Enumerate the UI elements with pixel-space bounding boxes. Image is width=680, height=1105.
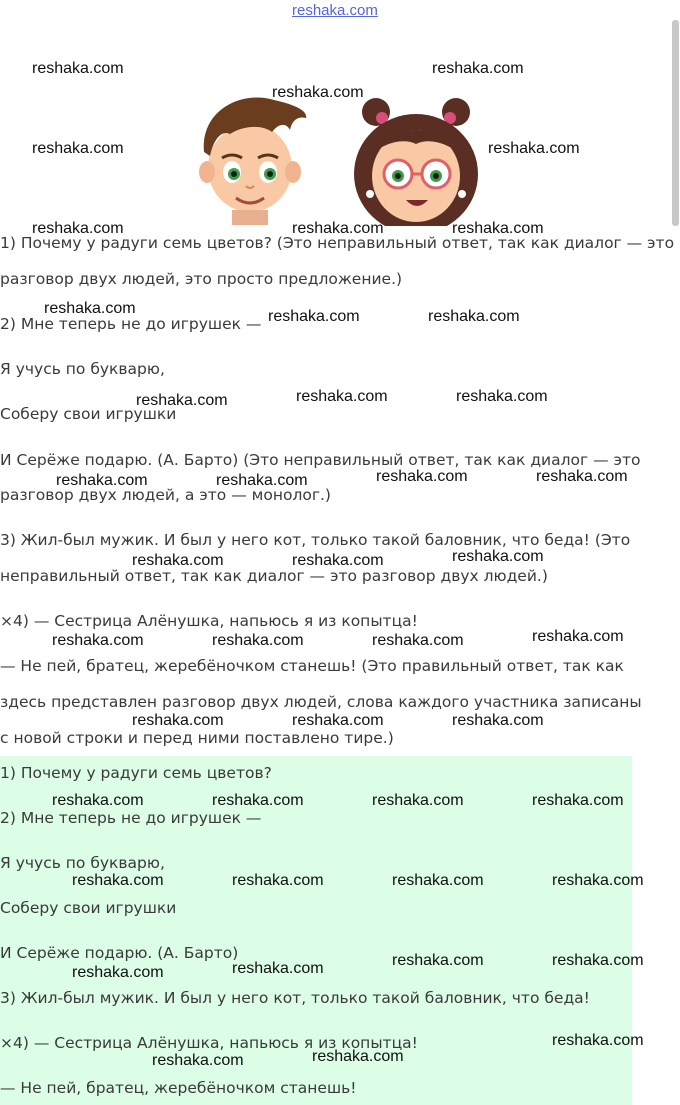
watermark: reshaka.com (216, 472, 308, 489)
watermark: reshaka.com (428, 308, 520, 325)
boy-illustration (192, 90, 312, 225)
watermark: reshaka.com (552, 1032, 644, 1049)
watermark: reshaka.com (312, 1048, 404, 1065)
watermark: reshaka.com (452, 548, 544, 565)
summary-line: Я учусь по букварю, (0, 854, 165, 872)
answer-line: Соберу свои игрушки (0, 405, 177, 423)
watermark: reshaka.com (272, 84, 364, 101)
watermark: reshaka.com (372, 792, 464, 809)
watermark: reshaka.com (152, 1052, 244, 1069)
answer-line: здесь представлен разговор двух людей, слова каждого участника записаны (0, 693, 642, 711)
answer-line: неправильный ответ, так как диалог — это разговор двух людей.) (0, 567, 548, 585)
watermark: reshaka.com (232, 872, 324, 889)
answer-line: разговор двух людей, а это — монолог.) (0, 486, 331, 504)
cross-mark-icon: × (0, 1034, 13, 1052)
answer-line: 1) Почему у радуги семь цветов? (Это неправильный ответ, так как диалог — это (0, 234, 675, 252)
watermark: reshaka.com (296, 388, 388, 405)
summary-line: 1) Почему у радуги семь цветов? (0, 764, 272, 782)
watermark: reshaka.com (292, 712, 384, 729)
watermark: reshaka.com (456, 388, 548, 405)
watermark: reshaka.com (132, 552, 224, 569)
summary-line: — Не пей, братец, жеребёночком станешь! (0, 1079, 357, 1097)
summary-line: 3) Жил-был мужик. И был у него кот, только такой баловник, что беда! (0, 989, 590, 1007)
watermark: reshaka.com (72, 964, 164, 981)
watermark: reshaka.com (452, 712, 544, 729)
answer-line: 2) Мне теперь не до игрушек — (0, 315, 262, 333)
summary-line-text: 4) — Сестрица Алёнушка, напьюсь я из копытца! (13, 1034, 418, 1052)
answer-line: с новой строки и перед ними поставлено тире.) (0, 729, 394, 747)
cross-mark-icon: × (0, 612, 13, 630)
summary-line: И Серёже подарю. (А. Барто) (0, 944, 239, 962)
watermark: reshaka.com (52, 632, 144, 649)
watermark: reshaka.com (32, 140, 124, 157)
watermark: reshaka.com (292, 220, 384, 237)
answer-line: Я учусь по букварю, (0, 360, 165, 378)
watermark: reshaka.com (532, 628, 624, 645)
watermark: reshaka.com (44, 300, 136, 317)
watermark: reshaka.com (392, 952, 484, 969)
watermark: reshaka.com (488, 140, 580, 157)
answer-line: разговор двух людей, это просто предложение.) (0, 270, 403, 288)
watermark: reshaka.com (552, 872, 644, 889)
watermark: reshaka.com (32, 220, 124, 237)
answer-line: И Серёже подарю. (А. Барто) (Это неправильный ответ, так как диалог — это (0, 451, 641, 469)
watermark: reshaka.com (56, 472, 148, 489)
answer-line: 3) Жил-был мужик. И был у него кот, только такой баловник, что беда! (Это (0, 531, 631, 549)
watermark: reshaka.com (132, 712, 224, 729)
watermark: reshaka.com (232, 960, 324, 977)
watermark: reshaka.com (532, 792, 624, 809)
site-link[interactable]: reshaka.com (292, 2, 378, 19)
watermark: reshaka.com (536, 468, 628, 485)
summary-line: Соберу свои игрушки (0, 899, 177, 917)
scrollbar[interactable] (672, 20, 679, 226)
watermark: reshaka.com (392, 872, 484, 889)
watermark: reshaka.com (52, 792, 144, 809)
watermark: reshaka.com (136, 392, 228, 409)
watermark: reshaka.com (452, 220, 544, 237)
summary-line: 2) Мне теперь не до игрушек — (0, 809, 262, 827)
answer-line-text: 4) — Сестрица Алёнушка, напьюсь я из копытца! (13, 612, 418, 630)
watermark: reshaka.com (212, 632, 304, 649)
watermark: reshaka.com (268, 308, 360, 325)
girl-illustration (346, 96, 486, 226)
watermark: reshaka.com (372, 632, 464, 649)
watermark: reshaka.com (292, 552, 384, 569)
watermark: reshaka.com (212, 792, 304, 809)
watermark: reshaka.com (432, 60, 524, 77)
answer-line: — Не пей, братец, жеребёночком станешь! (Это правильный ответ, так как (0, 657, 624, 675)
answer-line-marked (0, 611, 418, 631)
watermark: reshaka.com (32, 60, 124, 77)
watermark: reshaka.com (376, 468, 468, 485)
watermark: reshaka.com (72, 872, 164, 889)
watermark: reshaka.com (552, 952, 644, 969)
